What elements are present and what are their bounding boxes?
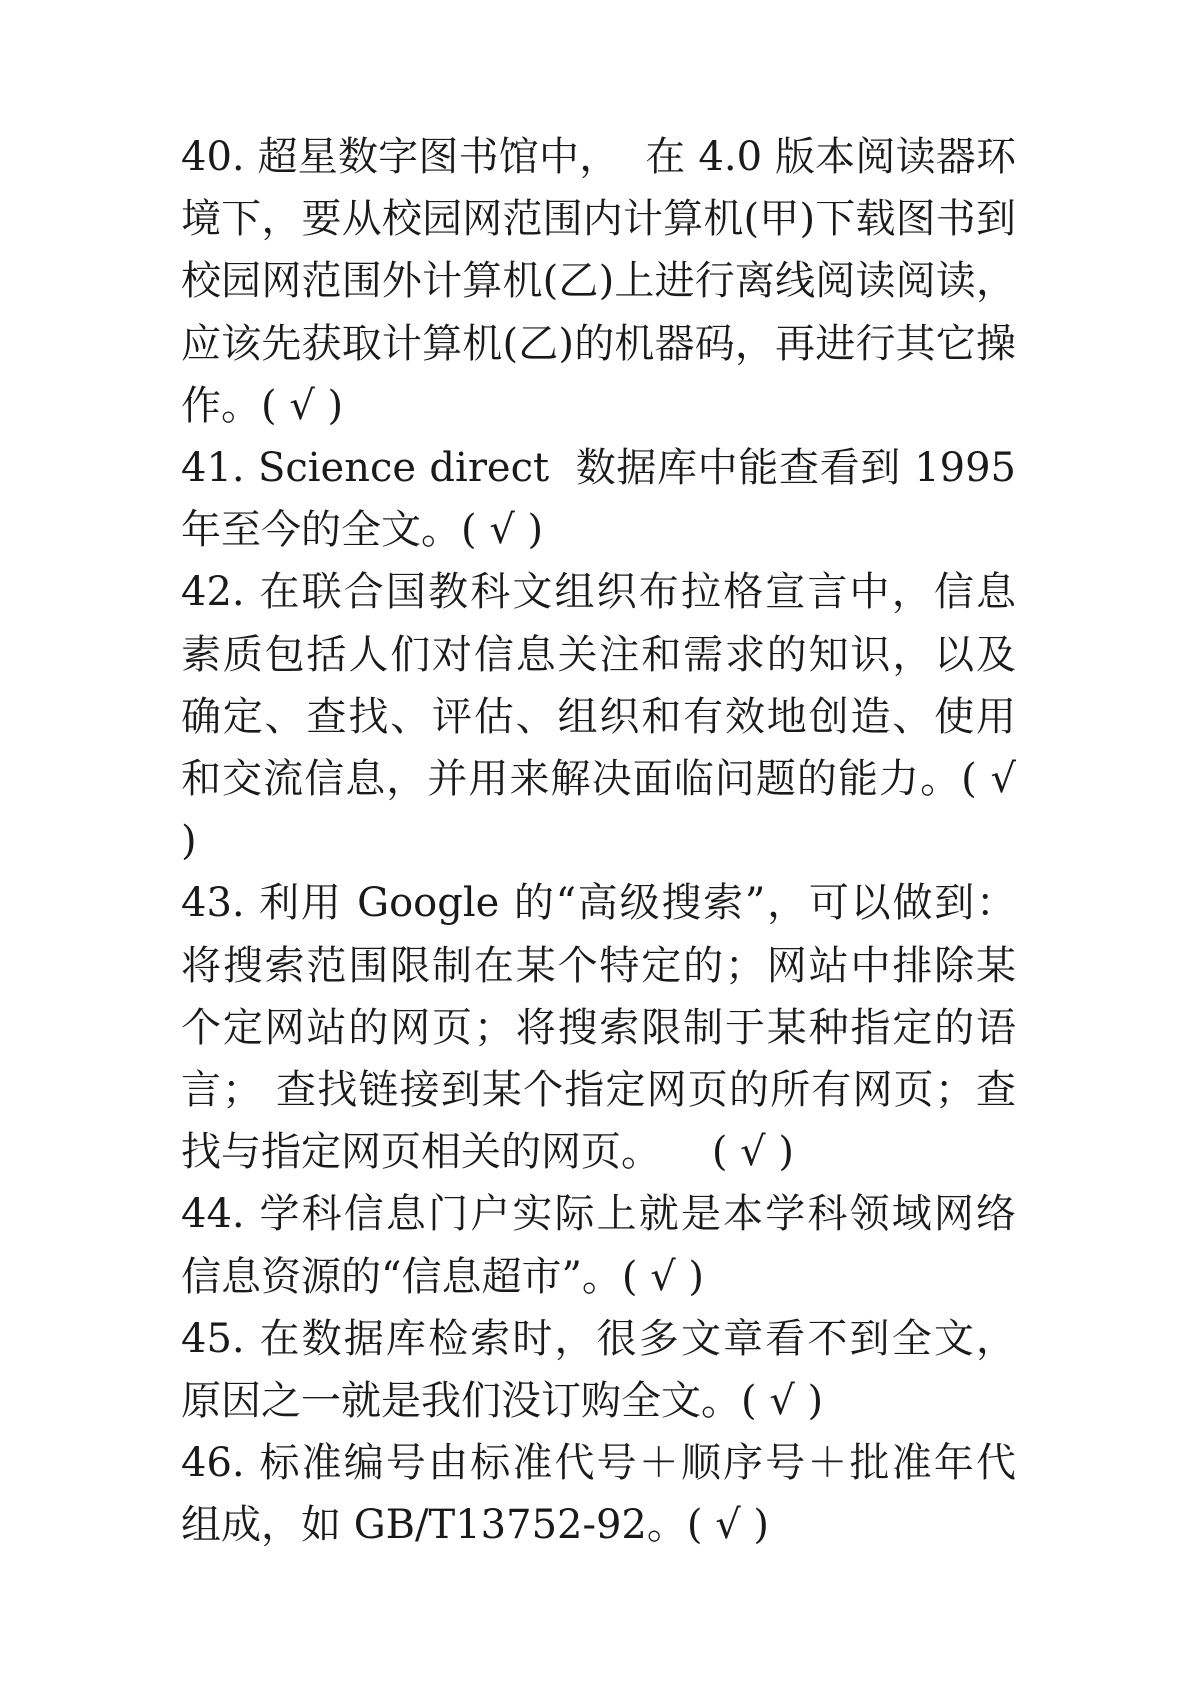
question-44: 44. 学科信息门户实际上就是本学科领域网络信息资源的“信息超市”。( √ ) [181, 1191, 1016, 1300]
question-45: 45. 在数据库检索时，很多文章看不到全文，原因之一就是我们没订购全文。( √ ) [181, 1315, 1016, 1425]
question-40: 40. 超星数字图书馆中， 在 4.0 版本阅读器环境下，要从校园网范围内计算机(甲)下载图书到校园网范围外计算机(乙)上进行离线阅读阅读，应该先获取计算机(乙)的机器码，再进行其它操作。( √ ) [181, 134, 1016, 429]
question-42: 42. 在联合国教科文组织布拉格宣言中，信息素质包括人们对信息关注和需求的知识，以及确定、查找、评估、组织和有效地创造、使用和交流信息，并用来解决面临问题的能力。( √ ) [181, 569, 1029, 865]
question-41: 41. Science direct 数据库中能查看到 1995 年至今的全文。( √ ) [181, 445, 1029, 554]
question-list [181, 126, 1029, 1557]
question-43: 43. 利用 Google 的“高级搜索”，可以做到：将搜索范围限制在某个特定的；网站中排除某个定网站的网页；将搜索限制于某种指定的语言； 查找链接到某个指定网页的所有网页；查找与指定网页相关的网页。 ( √ ) [181, 880, 1016, 1176]
question-46: 46. 标准编号由标准代号＋顺序号＋批准年代组成，如 GB/T13752-92。( √ ) [181, 1440, 1016, 1549]
